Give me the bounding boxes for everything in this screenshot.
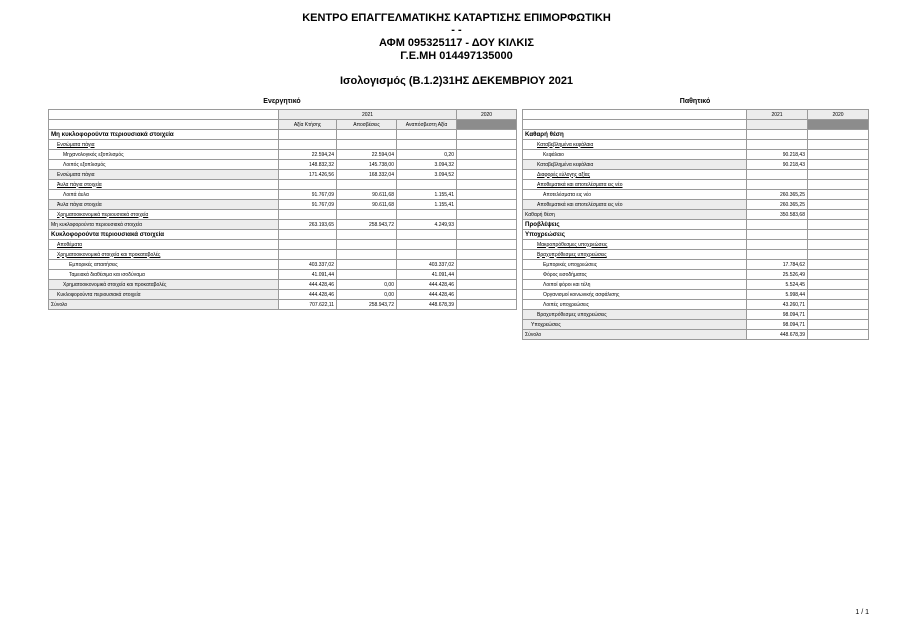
table-row xyxy=(49,180,517,190)
table-row xyxy=(49,150,517,160)
cell-value: 90.218,43 xyxy=(747,160,808,170)
cell-cost: 707.622,11 xyxy=(279,300,337,310)
row-label: Λοιπά άυλα xyxy=(49,190,279,200)
row-label: Βραχυπρόθεσμες υποχρεώσεις xyxy=(523,310,747,320)
table-row xyxy=(49,130,517,140)
cell-depr: 168.332,04 xyxy=(337,170,397,180)
row-label: Κεφάλαιο xyxy=(523,150,747,160)
table-row xyxy=(523,230,869,240)
cell-depr: 145.738,00 xyxy=(337,160,397,170)
table-row xyxy=(49,270,517,280)
cell-cost: 444.428,46 xyxy=(279,280,337,290)
row-label: Λοιπές υποχρεώσεις xyxy=(523,300,747,310)
assets-table xyxy=(48,109,517,310)
row-label: Υποχρεώσεις xyxy=(523,320,747,330)
company-name: ΚΕΝΤΡΟ ΕΠΑΓΓΕΛΜΑΤΙΚΗΣ ΚΑΤΑΡΤΙΣΗΣ ΕΠΙΜΟΡΦΩΤΙΚΗ xyxy=(302,12,611,24)
report-title: Ισολογισμός (Β.1.2)31ΗΣ ΔΕΚΕΜΒΡΙΟΥ 2021 xyxy=(339,75,574,87)
table-row xyxy=(49,240,517,250)
cell-value: 260.365,25 xyxy=(747,190,808,200)
row-label: Αποθεματικά και αποτελέσματα εις νέο xyxy=(523,180,747,190)
table-row xyxy=(523,320,869,330)
table-row xyxy=(523,290,869,300)
table-row xyxy=(49,290,517,300)
table-row xyxy=(523,280,869,290)
table-row xyxy=(49,140,517,150)
table-row xyxy=(523,200,869,210)
liabilities-year-row xyxy=(523,110,869,120)
cell-depr: 258.943,72 xyxy=(337,300,397,310)
row-label: Καταβεβλημένα κεφάλαια xyxy=(523,140,747,150)
table-row xyxy=(49,170,517,180)
cell-net: 0,20 xyxy=(397,150,457,160)
table-row xyxy=(49,160,517,170)
row-label: Κυκλοφορούντα περιουσιακά στοιχεία xyxy=(49,230,279,240)
row-label: Εμπορικές υποχρεώσεις xyxy=(523,260,747,270)
cell-cost: 263.193,65 xyxy=(279,220,337,230)
cell-net: 448.678,39 xyxy=(397,300,457,310)
cell-value: 448.678,39 xyxy=(747,330,808,340)
cell-value: 98.094,71 xyxy=(747,310,808,320)
row-label: Αποθεματικά και αποτελέσματα εις νέο xyxy=(523,200,747,210)
cell-value: 17.784,62 xyxy=(747,260,808,270)
row-label: Σύνολο xyxy=(523,330,747,340)
cell-net: 3.094,52 xyxy=(397,170,457,180)
row-label: Καθαρή θέση xyxy=(523,130,747,140)
row-label: Αποτελέσματα εις νέο xyxy=(523,190,747,200)
col-cost: Αξία Κτήσης xyxy=(279,120,337,130)
cell-net: 403.337,02 xyxy=(397,260,457,270)
table-row xyxy=(523,130,869,140)
row-label: Χρηματοοικονομικά περιουσιακά στοιχεία xyxy=(49,210,279,220)
table-row xyxy=(523,250,869,260)
assets-grand-total-row xyxy=(49,300,517,310)
row-label: Φόρος εισοδήματος xyxy=(523,270,747,280)
table-row xyxy=(49,210,517,220)
table-row xyxy=(49,230,517,240)
table-row xyxy=(49,260,517,270)
col-depreciation: Αποσβέσεις xyxy=(337,120,397,130)
table-row xyxy=(523,240,869,250)
table-row xyxy=(49,280,517,290)
liab-year-current: 2021 xyxy=(747,110,808,120)
row-label: Διαφορές εύλογης αξίας xyxy=(523,170,747,180)
cell-net: 444.428,46 xyxy=(397,280,457,290)
cell-cost: 148.832,32 xyxy=(279,160,337,170)
table-row xyxy=(49,190,517,200)
cell-depr: 258.943,72 xyxy=(337,220,397,230)
row-label: Χρηματοοικονομικά στοιχεία και προκαταβολές xyxy=(49,280,279,290)
liabilities-grand-total-row xyxy=(523,330,869,340)
afm-line: ΑΦΜ 095325117 - ΔΟΥ ΚΙΛΚΙΣ xyxy=(379,37,534,49)
table-row xyxy=(523,160,869,170)
cell-cost: 444.428,46 xyxy=(279,290,337,300)
liab-year-previous: 2020 xyxy=(808,110,869,120)
col-net-value: Αναπόσβεστη Αξία xyxy=(397,120,457,130)
assets-title: Ενεργητικό xyxy=(263,98,301,105)
row-label: Ταμειακά διαθέσιμα και ισοδύναμα xyxy=(49,270,279,280)
cell-depr: 0,00 xyxy=(337,280,397,290)
row-label: Χρηματοοικονομικά στοιχεία και προκαταβολές xyxy=(49,250,279,260)
cell-cost: 403.337,02 xyxy=(279,260,337,270)
cell-cost: 91.767,09 xyxy=(279,190,337,200)
assets-year-previous: 2020 xyxy=(457,110,517,120)
assets-col-header-row xyxy=(49,120,517,130)
cell-net: 4.249,93 xyxy=(397,220,457,230)
table-row xyxy=(523,190,869,200)
table-row xyxy=(523,300,869,310)
cell-cost: 171.426,56 xyxy=(279,170,337,180)
cell-value: 25.526,49 xyxy=(747,270,808,280)
table-row xyxy=(523,260,869,270)
row-label: Ενσώματα πάγια xyxy=(49,170,279,180)
row-label: Προβλέψεις xyxy=(523,220,747,230)
assets-year-row xyxy=(49,110,517,120)
table-row xyxy=(523,180,869,190)
table-row xyxy=(523,270,869,280)
cell-depr: 90.611,68 xyxy=(337,200,397,210)
row-label: Άυλα πάγια στοιχεία xyxy=(49,200,279,210)
cell-net: 41.091,44 xyxy=(397,270,457,280)
assets-year-current: 2021 xyxy=(279,110,457,120)
table-row xyxy=(49,200,517,210)
table-row xyxy=(49,220,517,230)
cell-net: 3.094,32 xyxy=(397,160,457,170)
row-label: Αποθέματα xyxy=(49,240,279,250)
table-row xyxy=(523,310,869,320)
liabilities-title: Παθητικό xyxy=(679,98,711,105)
cell-value: 43.260,71 xyxy=(747,300,808,310)
row-label: Σύνολο xyxy=(49,300,279,310)
gemi-line: Γ.Ε.ΜΗ 014497135000 xyxy=(400,50,513,62)
row-label: Οργανισμοί κοινωνικής ασφάλισης xyxy=(523,290,747,300)
cell-value: 260.365,25 xyxy=(747,200,808,210)
cell-net: 444.428,46 xyxy=(397,290,457,300)
cell-cost: 41.091,44 xyxy=(279,270,337,280)
header-dashes: - - xyxy=(451,24,462,36)
cell-net: 1.155,41 xyxy=(397,200,457,210)
cell-cost: 22.594,24 xyxy=(279,150,337,160)
row-label: Ενσώματα πάγια xyxy=(49,140,279,150)
row-label: Καθαρή θέση xyxy=(523,210,747,220)
table-row xyxy=(523,220,869,230)
row-label: Άυλα πάγια στοιχεία xyxy=(49,180,279,190)
row-label: Υποχρεώσεις xyxy=(523,230,747,240)
row-label: Μη κυκλοφορούντα περιουσιακά στοιχεία xyxy=(49,130,279,140)
row-label: Μηχανολογικός εξοπλισμός xyxy=(49,150,279,160)
cell-cost: 91.767,09 xyxy=(279,200,337,210)
liabilities-table xyxy=(522,109,869,340)
row-label: Λοιπός εξοπλισμός xyxy=(49,160,279,170)
row-label: Εμπορικές απαιτήσεις xyxy=(49,260,279,270)
cell-value: 90.218,43 xyxy=(747,150,808,160)
row-label: Κυκλοφορούντα περιουσιακά στοιχεία xyxy=(49,290,279,300)
table-row xyxy=(49,250,517,260)
cell-depr: 22.594,04 xyxy=(337,150,397,160)
table-row xyxy=(523,150,869,160)
cell-depr: 0,00 xyxy=(337,290,397,300)
table-row xyxy=(523,170,869,180)
page-number: 1 / 1 xyxy=(855,609,869,616)
table-row xyxy=(523,140,869,150)
cell-value: 5.524,45 xyxy=(747,280,808,290)
cell-value: 98.094,71 xyxy=(747,320,808,330)
row-label: Βραχυπρόθεσμες υποχρεώσεις xyxy=(523,250,747,260)
cell-net: 1.155,41 xyxy=(397,190,457,200)
cell-value: 350.583,68 xyxy=(747,210,808,220)
row-label: Μη κυκλοφορούντα περιουσιακά στοιχεία xyxy=(49,220,279,230)
cell-value: 5.998,44 xyxy=(747,290,808,300)
table-row xyxy=(523,210,869,220)
row-label: Καταβεβλημένα κεφάλαια xyxy=(523,160,747,170)
row-label: Λοιποί φόροι και τέλη xyxy=(523,280,747,290)
row-label: Μακροπρόθεσμες υποχρεώσεις xyxy=(523,240,747,250)
cell-depr: 90.611,68 xyxy=(337,190,397,200)
